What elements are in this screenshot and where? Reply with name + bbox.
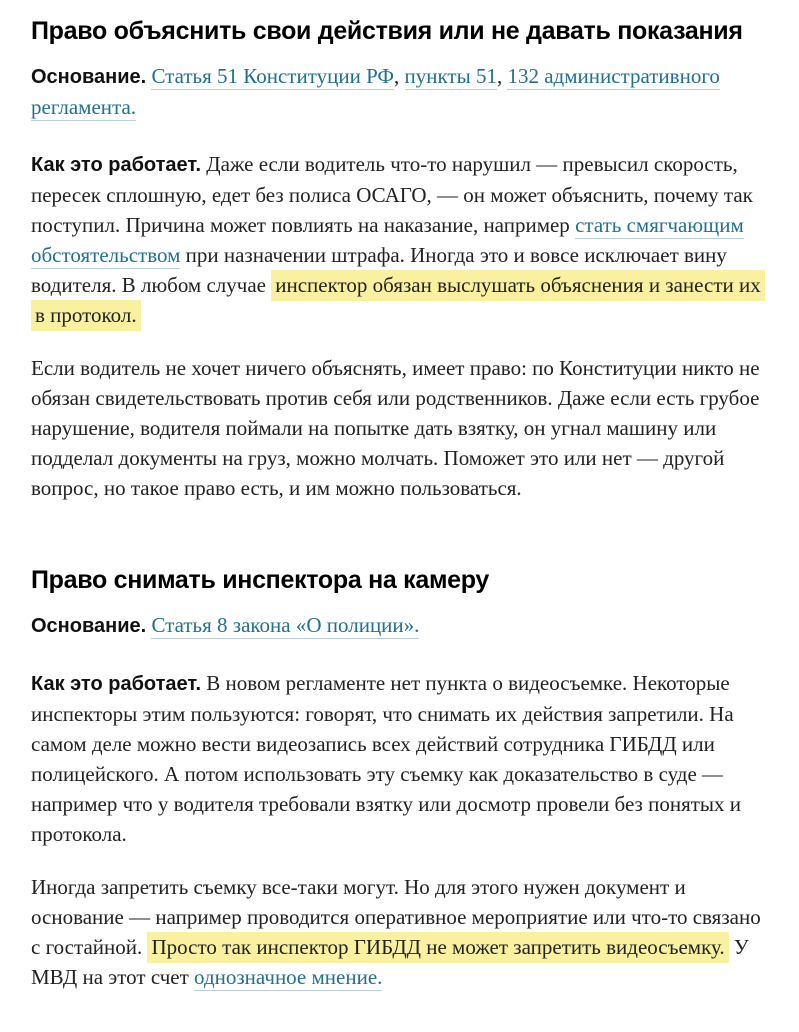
- basis-label: Основание.: [31, 615, 147, 637]
- inline-link[interactable]: Статья 51 Конституции РФ: [151, 64, 395, 88]
- body-text: В новом регламенте нет пункта о видеосъемке. Некоторые инспекторы этим пользуются: говорят, что снимать их действия запретили. На самом деле можно вести видеозапись всех действий сотрудника ГИБДД или полицейского. А потом использовать эту съемку как доказательство в суде — например что у водителя требовали взятку или досмотр провели без понятых и протокола.: [31, 671, 742, 846]
- inline-link[interactable]: стать смягчающим обстоятельством: [31, 213, 744, 267]
- highlighted-text: инспектор обязан выслушать объяснения и занести их в протокол.: [31, 270, 765, 331]
- body-text: ,: [496, 64, 508, 88]
- body-text: Даже если водитель что-то нарушил — превысил скорость, пересек сплошную, едет без полиса ОСАГО, — он может объяснить, почему так поступил. Причина может повлиять на наказание, например: [31, 152, 753, 237]
- body-text: ,: [394, 64, 405, 88]
- how-it-works-label: Как это работает.: [31, 673, 202, 695]
- body-text: Если водитель не хочет ничего объяснять, имеет право: по Конституции никто не обязан свидетельствовать против себя или родственников. Даже если есть грубое нарушение, водителя поймали на попытке дать взятку, он угнал машину или подделал документы на груз, можно молчать. Поможет это или нет — другой вопрос, но такое право есть, и им можно пользоваться.: [31, 356, 760, 500]
- basis-line: [31, 610, 771, 641]
- section-heading: Право снимать инспектора на камеру: [31, 566, 490, 594]
- body-paragraph: [31, 872, 771, 992]
- body-paragraph: [31, 353, 771, 503]
- basis-label: Основание.: [31, 66, 147, 88]
- section-heading: Право объяснить свои действия или не давать показания: [31, 17, 743, 45]
- basis-line: [31, 61, 771, 122]
- body-paragraph: [31, 668, 771, 849]
- article-section-right-to-explain: [31, 16, 771, 503]
- how-it-works-label: Как это работает.: [31, 154, 202, 176]
- inline-link[interactable]: 132 административного регламента.: [31, 64, 720, 119]
- article-section-right-to-film: [31, 565, 771, 992]
- inline-link[interactable]: однозначное мнение.: [194, 965, 383, 989]
- inline-link[interactable]: пункты 51: [404, 64, 497, 88]
- body-text: при назначении штрафа. Иногда это и вовсе исключает вину водителя. В любом случае: [31, 243, 727, 297]
- body-text: У МВД на этот счет: [31, 935, 749, 989]
- body-paragraph: [31, 149, 771, 330]
- highlighted-text: Просто так инспектор ГИБДД не может запретить видеосъемку.: [147, 932, 728, 963]
- inline-link[interactable]: Статья 8 закона «О полиции».: [151, 613, 420, 637]
- body-text: Иногда запретить съемку все-таки могут. Но для этого нужен документ и основание — например проводится оперативное мероприятие или что-то связано с гостайной.: [31, 875, 761, 959]
